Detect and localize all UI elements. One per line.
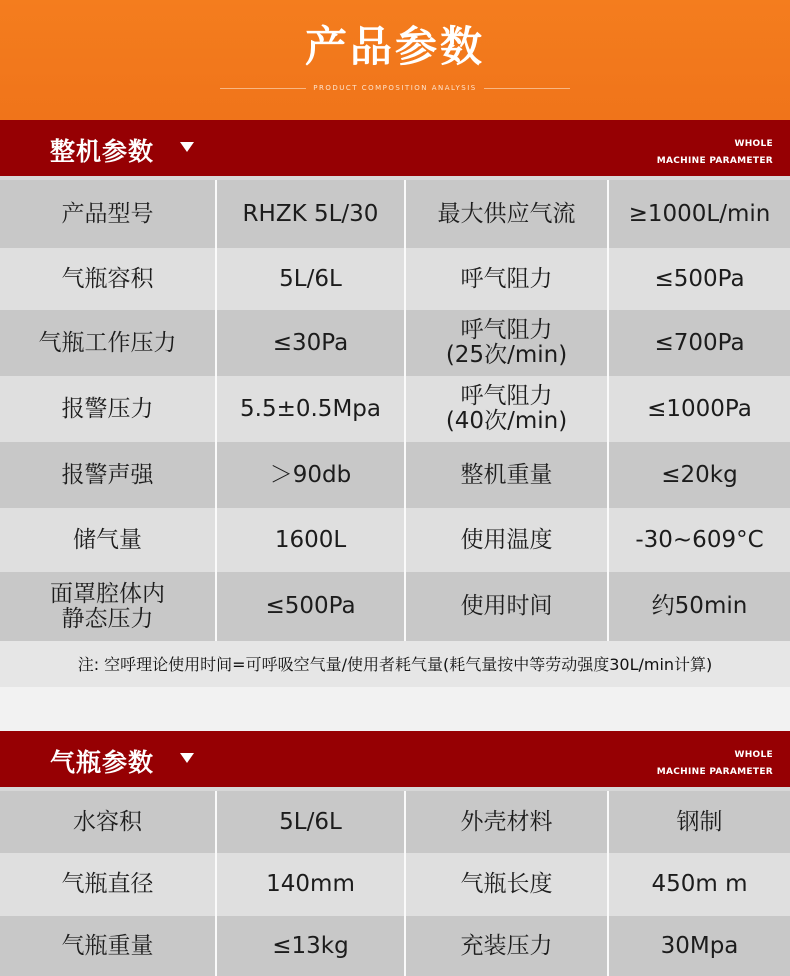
param-value: ≤20kg — [608, 442, 790, 508]
table-row — [0, 791, 790, 853]
section-header-cylinder — [0, 731, 790, 787]
param-value: ≥1000L/min — [608, 180, 790, 248]
param-value: 450m m — [608, 853, 790, 916]
param-value: ≤30Pa — [216, 310, 405, 376]
page-subtitle: PRODUCT COMPOSITION ANALYSIS — [313, 84, 477, 92]
param-label: 气瓶长度 — [405, 853, 608, 916]
header-banner — [0, 0, 790, 120]
section-gap — [0, 687, 790, 731]
param-label: 面罩腔体内 静态压力 — [0, 572, 216, 641]
section-header-whole-machine — [0, 120, 790, 176]
param-label: 充装压力 — [405, 916, 608, 976]
table-row — [0, 572, 790, 641]
section-title: 气瓶参数 — [50, 748, 155, 777]
param-label: 水容积 — [0, 791, 216, 853]
param-label: 整机重量 — [405, 442, 608, 508]
usage-note: 注: 空呼理论使用时间=可呼吸空气量/使用者耗气量(耗气量按中等劳动强度30L/min计算) — [77, 655, 713, 674]
section-en-line1: WHOLE — [734, 139, 773, 149]
param-value: 30Mpa — [608, 916, 790, 976]
param-value: ≤13kg — [216, 916, 405, 976]
param-label: 使用温度 — [405, 508, 608, 572]
param-value: 5L/6L — [216, 248, 405, 310]
section-en-line1: WHOLE — [734, 750, 773, 760]
table-row — [0, 508, 790, 572]
page-title: 产品参数 — [304, 22, 485, 71]
cylinder-params-table — [0, 791, 790, 976]
triangle-down-icon — [180, 142, 194, 152]
param-label: 气瓶直径 — [0, 853, 216, 916]
triangle-down-icon — [180, 753, 194, 763]
table-row — [0, 916, 790, 976]
table-row — [0, 376, 790, 442]
param-label: 气瓶工作压力 — [0, 310, 216, 376]
param-label: 气瓶容积 — [0, 248, 216, 310]
table-row — [0, 248, 790, 310]
param-value: 钢制 — [608, 791, 790, 853]
param-value: -30~609°C — [608, 508, 790, 572]
param-label: 呼气阻力 (40次/min) — [405, 376, 608, 442]
table-row — [0, 310, 790, 376]
param-value: 5L/6L — [216, 791, 405, 853]
param-label: 报警压力 — [0, 376, 216, 442]
param-value: 5.5±0.5Mpa — [216, 376, 405, 442]
param-value: 140mm — [216, 853, 405, 916]
param-label: 外壳材料 — [405, 791, 608, 853]
section-en-line2: MACHINE PARAMETER — [656, 156, 773, 166]
param-value: ≤1000Pa — [608, 376, 790, 442]
param-value: ＞90db — [216, 442, 405, 508]
section-en-label — [657, 136, 773, 170]
param-label: 呼气阻力 (25次/min) — [405, 310, 608, 376]
table-row — [0, 180, 790, 248]
param-value: 约50min — [608, 572, 790, 641]
param-value: ≤500Pa — [608, 248, 790, 310]
section-en-label — [657, 747, 773, 781]
table-row — [0, 853, 790, 916]
whole-machine-params-table — [0, 180, 790, 641]
param-label: 产品型号 — [0, 180, 216, 248]
param-value: ≤500Pa — [216, 572, 405, 641]
param-label: 报警声强 — [0, 442, 216, 508]
divider-right — [484, 88, 570, 89]
param-label: 使用时间 — [405, 572, 608, 641]
param-value: 1600L — [216, 508, 405, 572]
param-label: 储气量 — [0, 508, 216, 572]
section-en-line2: MACHINE PARAMETER — [656, 767, 773, 777]
table-row — [0, 442, 790, 508]
param-label: 最大供应气流 — [405, 180, 608, 248]
section-title: 整机参数 — [50, 137, 155, 166]
param-label: 呼气阻力 — [405, 248, 608, 310]
param-value: ≤700Pa — [608, 310, 790, 376]
param-value: RHZK 5L/30 — [216, 180, 405, 248]
param-label: 气瓶重量 — [0, 916, 216, 976]
